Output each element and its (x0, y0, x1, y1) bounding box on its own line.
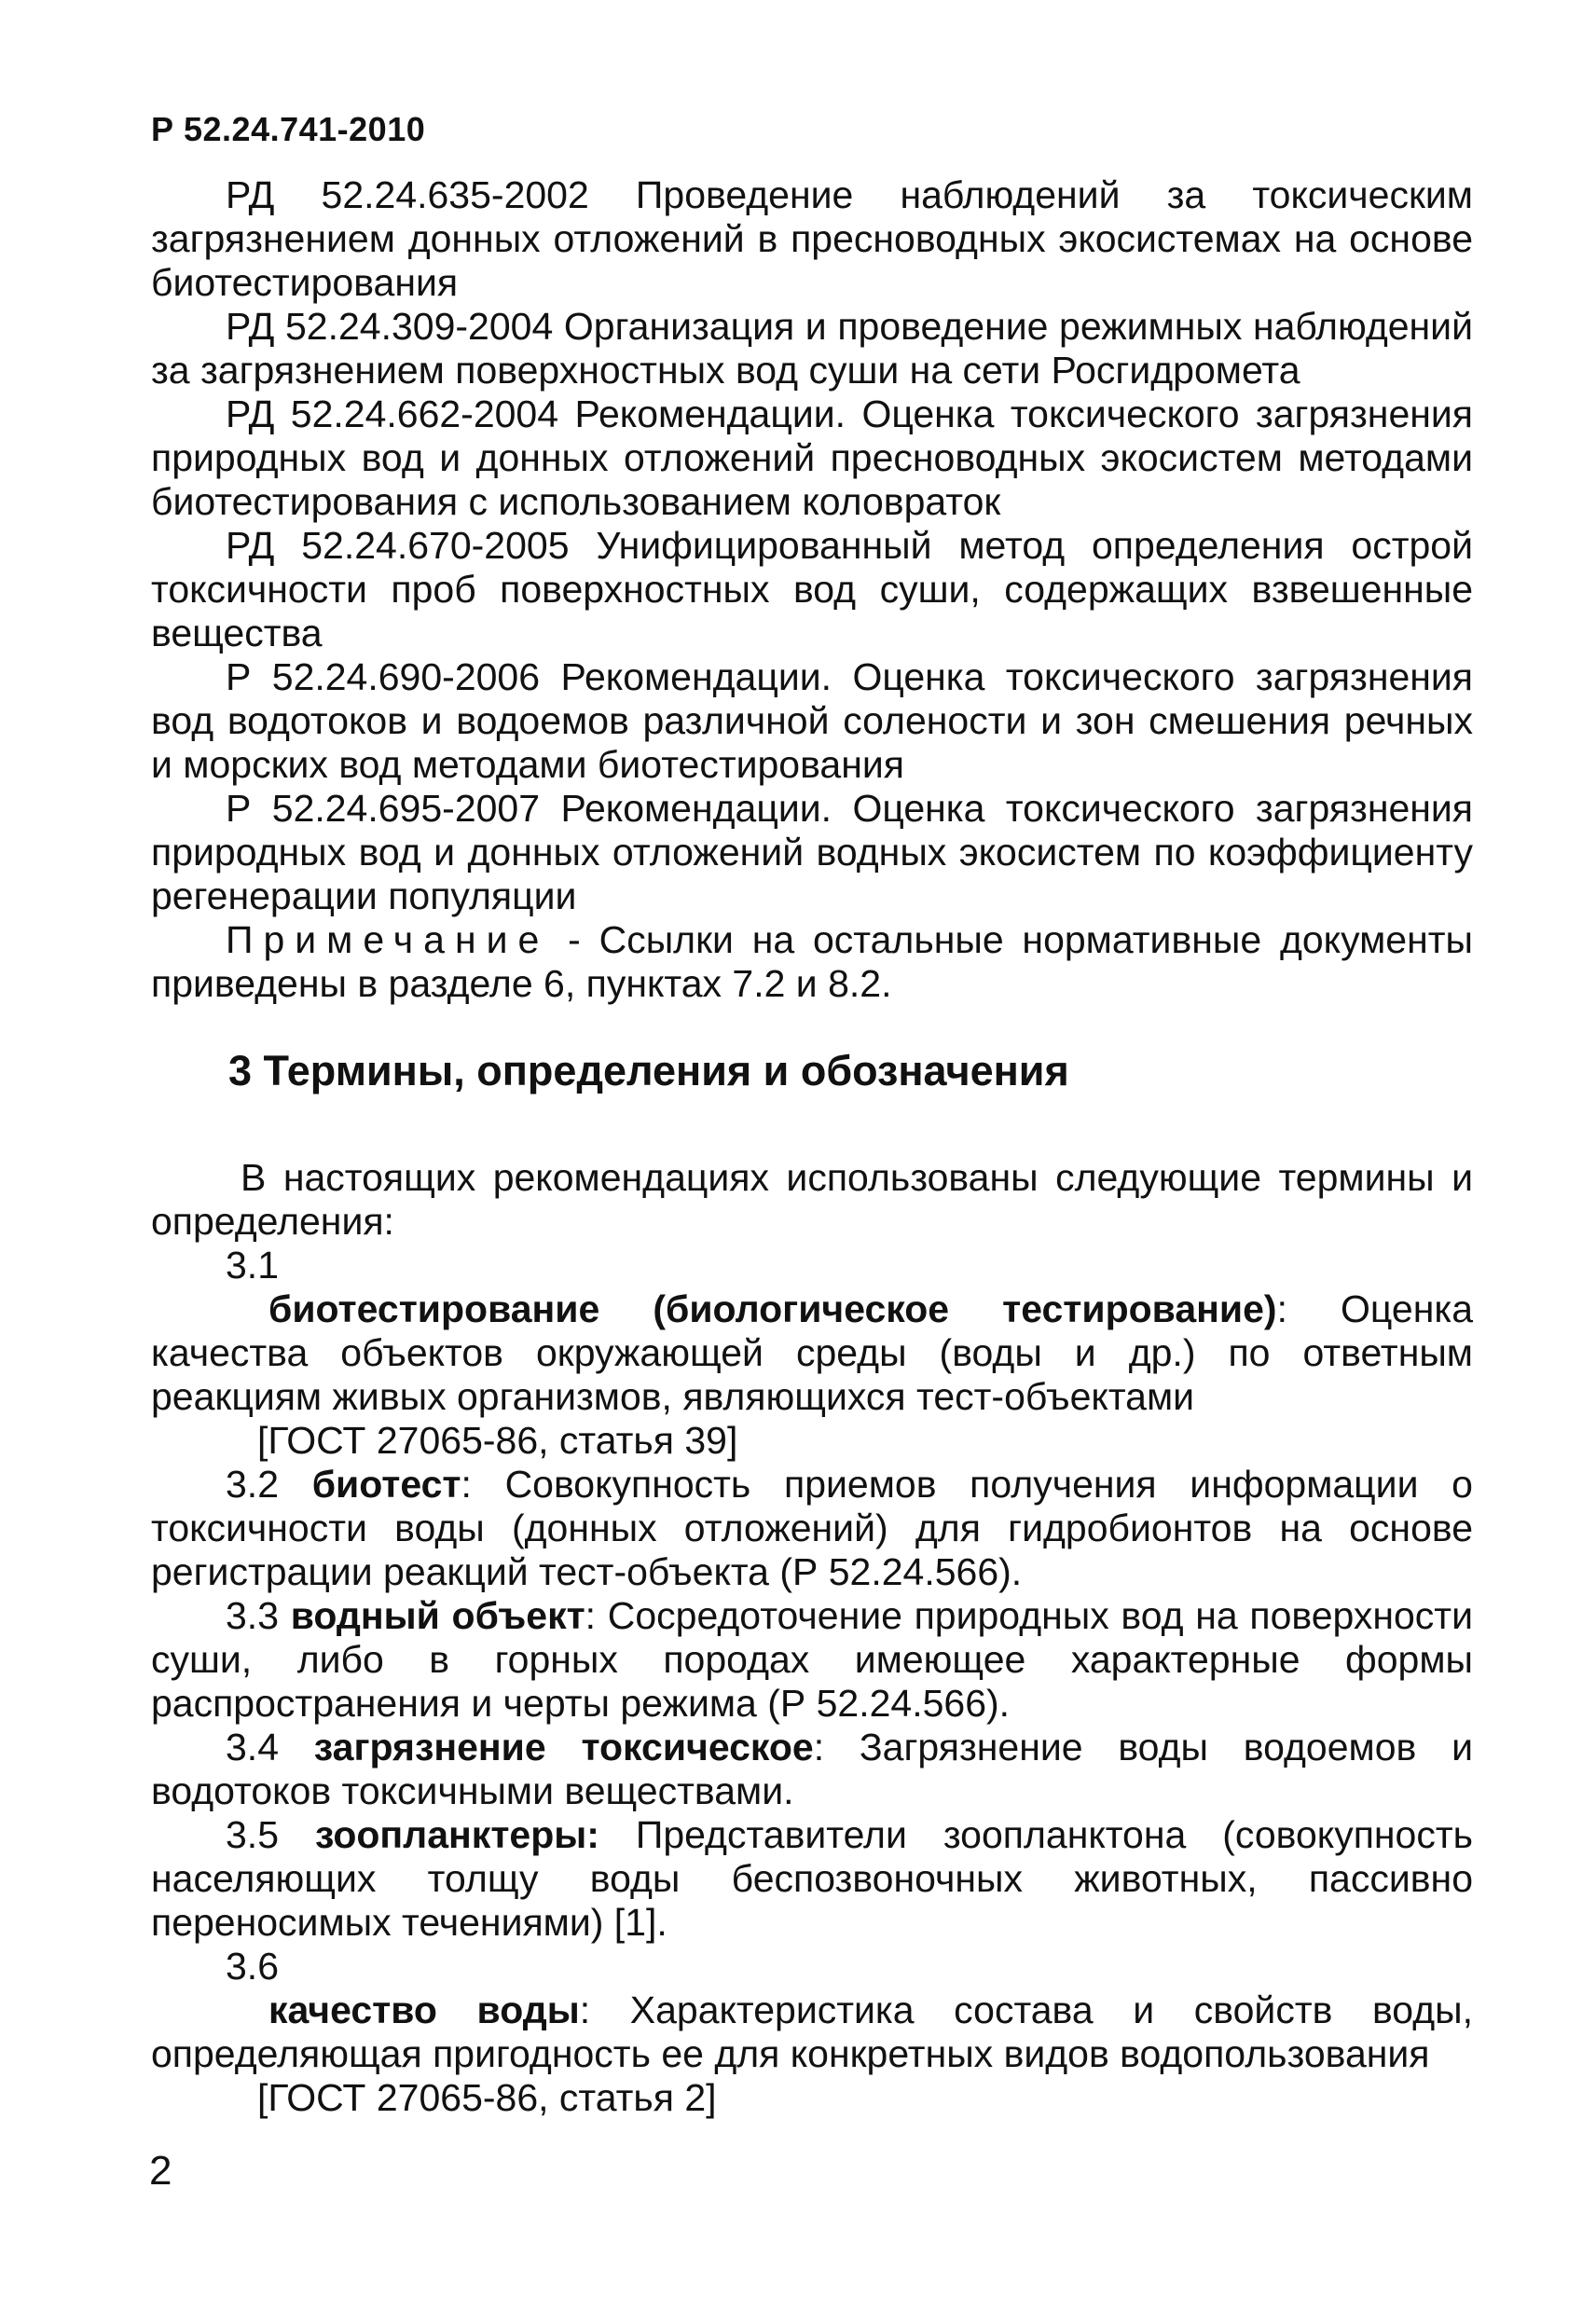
reference-title: Проведение наблюдений за токсическим загрязнением донных отложений в пресноводных экосистемах на основе биотестирования (151, 173, 1473, 304)
note-text: Ссылки на остальные нормативные документы приведены в разделе 6, пунктах 7.2 и 8.2. (151, 918, 1473, 1005)
reference-item (151, 655, 1473, 787)
section-title: 3 Термины, определения и обозначения (228, 1047, 1069, 1094)
term-number: 3.5 (226, 1813, 279, 1856)
term-number: 3.3 (226, 1594, 279, 1637)
note-label: Примечание (226, 918, 550, 961)
reference-title: Рекомендации. Оценка токсического загрязнения природных вод и донных отложений водных экосистем по коэффициенту регенерации популяции (151, 787, 1474, 917)
reference-title: Унифицированный метод определения острой токсичности проб поверхностных вод суши, содержащих взвешенные вещества (151, 524, 1473, 654)
term-number: 3.4 (226, 1726, 279, 1768)
term-name: загрязнение токсическое (313, 1726, 814, 1768)
note-dash: - (549, 918, 599, 961)
section-intro: В настоящих рекомендациях использованы следующие термины и определения: (151, 1156, 1473, 1243)
term-entry-toxic-pollution (151, 1726, 1473, 1813)
term-number: 3.1 (226, 1244, 279, 1287)
reference-code: Р 52.24.690-2006 (226, 655, 541, 698)
reference-item (151, 787, 1473, 918)
reference-title: Рекомендации. Оценка токсического загрязнения природных вод и донных отложений пресноводных экосистем методами биотестирования с использованием коловраток (151, 392, 1473, 523)
term-source: [ГОСТ 27065-86, статья 39] (257, 1419, 738, 1462)
term-definition: : Загрязнение воды водоемов и водотоков токсичными веществами. (151, 1726, 1473, 1812)
reference-code: РД 52.24.635-2002 (226, 173, 589, 216)
term-definition: Представители зоопланктона (совокупность населяющих толщу воды беспозвоночных животных, пассивно переносимых течениями) [1]. (151, 1813, 1473, 1944)
term-number: 3.2 (226, 1463, 279, 1506)
term-name: биотест (311, 1463, 461, 1506)
reference-code: Р 52.24.695-2007 (226, 787, 541, 830)
term-entry-water-quality (151, 1989, 1473, 2076)
references-list (151, 173, 1473, 1006)
term-definition: : Характеристика состава и свойств воды, определяющая пригодность ее для конкретных видов водопользования (151, 1989, 1473, 2075)
reference-title: Организация и проведение режимных наблюдений за загрязнением поверхностных вод суши на сети Росгидромета (151, 305, 1473, 392)
reference-title: Рекомендации. Оценка токсического загрязнения вод водотоков и водоемов различной солености и зон смешения речных и морских вод методами биотестирования (151, 655, 1474, 786)
term-name: качество воды (268, 1989, 580, 2031)
term-definition: : Сосредоточение природных вод на поверхности суши, либо в горных породах имеющее характерные формы распространения и черты режима (Р 52.24.566). (151, 1594, 1473, 1725)
reference-item (151, 173, 1473, 305)
note-paragraph (151, 918, 1473, 1006)
terms-section (151, 1156, 1473, 2120)
reference-code: РД 52.24.309-2004 (226, 305, 554, 348)
term-entry-biotesting (151, 1287, 1473, 1419)
document-code-header: Р 52.24.741-2010 (151, 110, 426, 148)
page-number: 2 (149, 2148, 172, 2194)
reference-item (151, 392, 1473, 524)
term-entry-zooplankters (151, 1813, 1473, 1945)
term-source: [ГОСТ 27065-86, статья 2] (257, 2076, 717, 2119)
term-definition: : Совокупность приемов получения информации о токсичности воды (донных отложений) для гидробионтов на основе регистрации реакций тест-объекта (Р 52.24.566). (151, 1463, 1473, 1593)
term-entry-water-body (151, 1594, 1473, 1726)
term-name: зоопланктеры: (314, 1813, 599, 1856)
term-entry-biotest (151, 1463, 1473, 1594)
term-name: водный объект (290, 1594, 585, 1637)
term-name: биотестирование (биологическое тестирование) (268, 1287, 1277, 1330)
term-definition: : Оценка качества объектов окружающей среды (воды и др.) по ответным реакциям живых организмов, являющихся тест-объектами (151, 1287, 1474, 1418)
reference-item (151, 524, 1473, 655)
term-number: 3.6 (226, 1945, 279, 1988)
reference-item (151, 305, 1473, 392)
reference-code: РД 52.24.662-2004 (226, 392, 559, 435)
reference-code: РД 52.24.670-2005 (226, 524, 570, 567)
